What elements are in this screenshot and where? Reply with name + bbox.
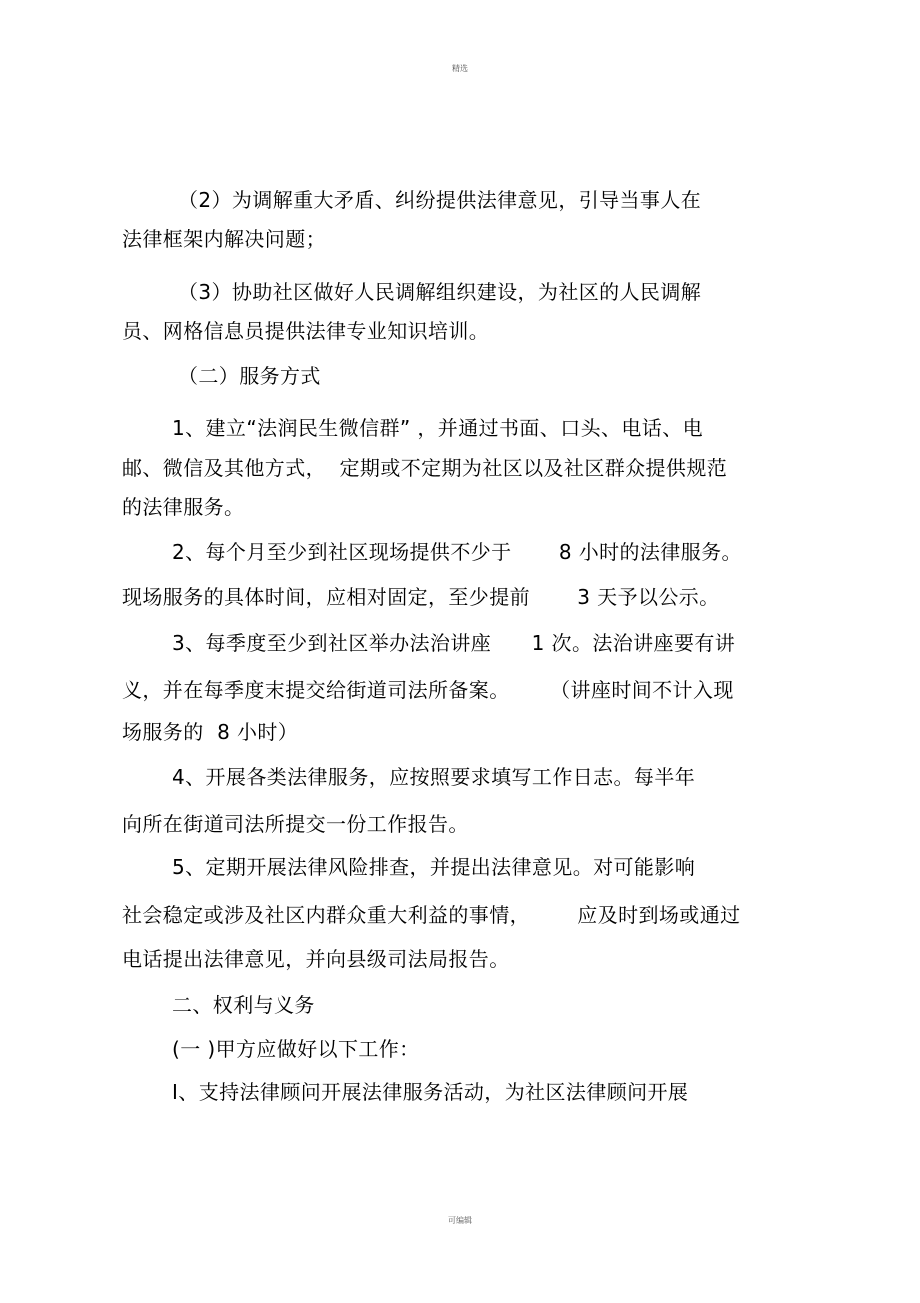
subsection-heading: (一 )甲方应做好以下工作： bbox=[172, 1037, 420, 1061]
text-line: 社会稳定或涉及社区内群众重大利益的事情， 应及时到场或通过 bbox=[122, 903, 741, 927]
text-line: 场服务的 8 小时） bbox=[122, 720, 299, 744]
text-line: 2、每个月至少到社区现场提供不少于 8 小时的法律服务。 bbox=[172, 540, 742, 564]
section-heading: 二、权利与义务 bbox=[172, 993, 315, 1017]
text-line: 邮、微信及其他方式， 定期或不定期为社区以及社区群众提供规范 bbox=[122, 456, 728, 480]
text-line: 法律框架内解决问题； bbox=[122, 227, 326, 251]
text-line: 5、定期开展法律风险排查，并提出法律意见。对可能影响 bbox=[172, 855, 696, 879]
text-line: 义，并在每季度末提交给街道司法所备案。 （讲座时间不计入现 bbox=[122, 678, 734, 702]
header-watermark: 精选 bbox=[452, 64, 468, 73]
text-line: 4、开展各类法律服务，应按照要求填写工作日志。每半年 bbox=[172, 765, 696, 789]
text-line: 向所在街道司法所提交一份工作报告。 bbox=[122, 812, 469, 836]
text-line: （2）为调解重大矛盾、纠纷提供法律意见，引导当事人在 bbox=[178, 188, 702, 212]
text-line: 员、网格信息员提供法律专业知识培训。 bbox=[122, 319, 490, 343]
text-line: 1、建立“法润民生微信群” ，并通过书面、口头、电话、电 bbox=[172, 416, 704, 440]
text-line: 现场服务的具体时间，应相对固定，至少提前 3 天予以公示。 bbox=[122, 585, 720, 609]
section-heading: （二）服务方式 bbox=[178, 364, 321, 388]
text-line: I、支持法律顾问开展法律服务活动，为社区法律顾问开展 bbox=[172, 1080, 689, 1104]
text-line: 3、每季度至少到社区举办法治讲座 1 次。法治讲座要有讲 bbox=[172, 631, 736, 655]
text-line: 电话提出法律意见，并向县级司法局报告。 bbox=[122, 947, 510, 971]
text-line: （3）协助社区做好人民调解组织建设，为社区的人民调解 bbox=[178, 280, 702, 304]
footer-watermark: 可编辑 bbox=[448, 1216, 472, 1225]
text-line: 的法律服务。 bbox=[122, 495, 245, 519]
